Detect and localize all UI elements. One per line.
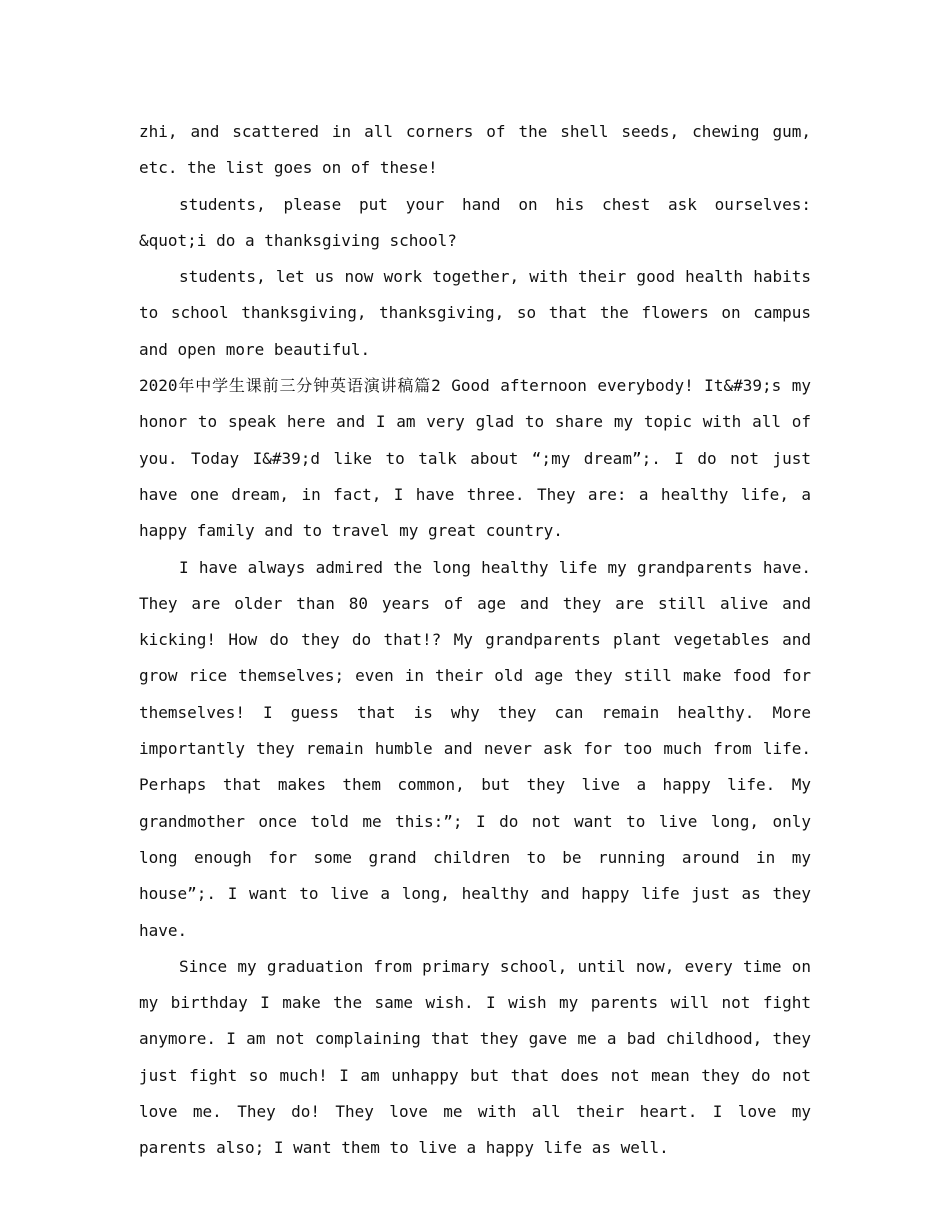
paragraph-4-section-heading: 2020年中学生课前三分钟英语演讲稿篇2 Good afternoon everybody! It&#39;s my honor to speak here and I am very glad to share my topic with all of you. Today I&#39;d like to talk about “;my dream”;. I do not just have one dream, in fact, I have three. They are: a healthy life, a happy family and to travel my great country. — [139, 376, 811, 541]
document-body — [139, 114, 811, 1167]
paragraph-2: students, please put your hand on his chest ask ourselves: &quot;i do a thanksgiving school? — [139, 194, 811, 250]
paragraph-5: I have always admired the long healthy life my grandparents have. They are older than 80 years of age and they are still alive and kicking! How do they do that!? My grandparents plant vegetables and grow rice themselves; even in their old age they still make food for themselves! I guess that is why they can remain healthy. More importantly they remain humble and never ask for too much from life. Perhaps that makes them common, but they live a happy life. My grandmother once told me this:”; I do not want to live long, only long enough for some grand children to be running around in my house”;. I want to live a long, healthy and happy life just as they have. — [139, 557, 811, 940]
paragraph-3: students, let us now work together, with their good health habits to school thanksgiving, thanksgiving, so that the flowers on campus and open more beautiful. — [139, 267, 811, 359]
paragraph-6: Since my graduation from primary school, until now, every time on my birthday I make the same wish. I wish my parents will not fight anymore. I am not complaining that they gave me a bad childhood, they just fight so much! I am unhappy but that does not mean they do not love me. They do! They love me with all their heart. I love my parents also; I want them to live a happy life as well. — [139, 956, 811, 1158]
paragraph-1: zhi, and scattered in all corners of the shell seeds, chewing gum, etc. the list goes on of these! — [139, 122, 811, 178]
